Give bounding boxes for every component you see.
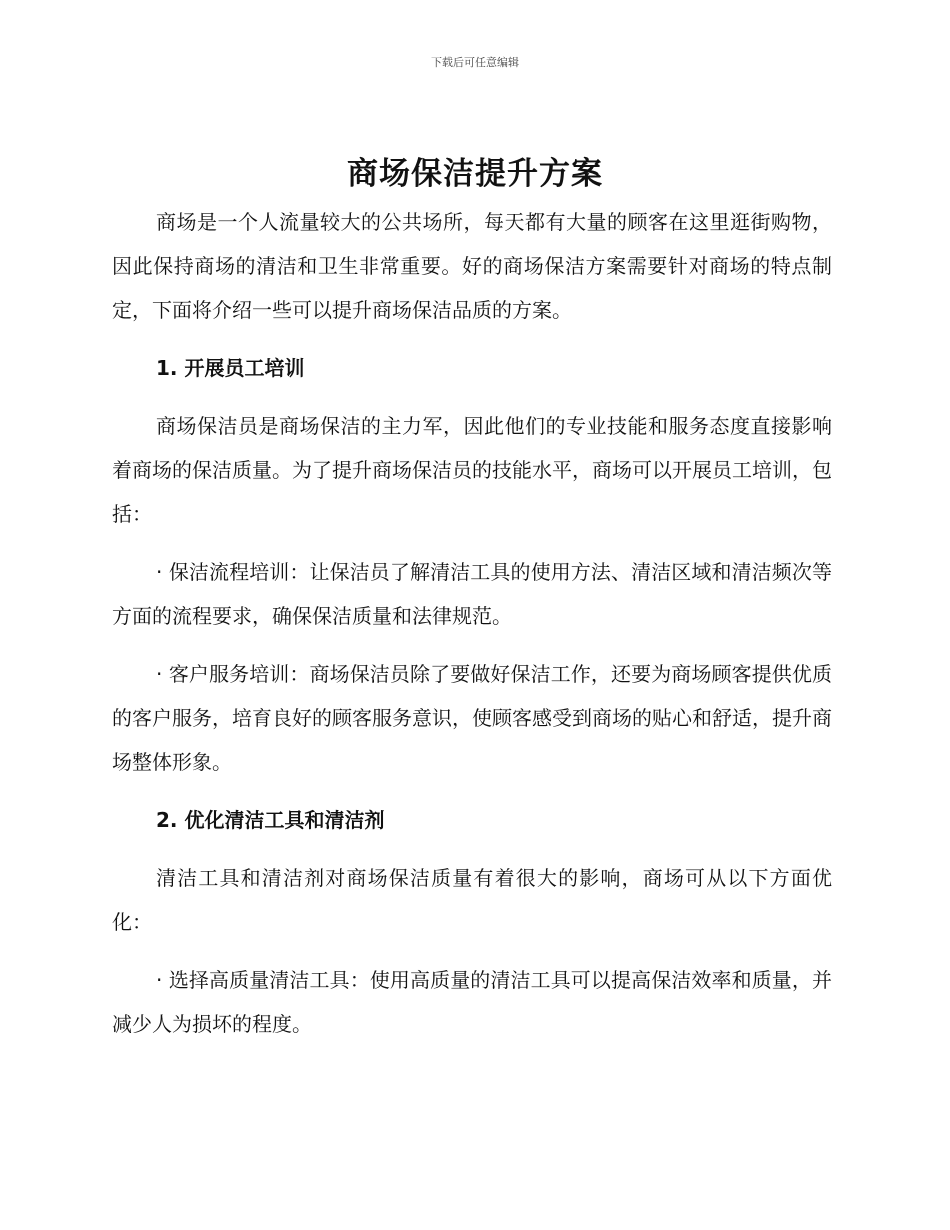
section1-bullet-1: · 保洁流程培训：让保洁员了解清洁工具的使用方法、清洁区域和清洁频次等方面的流程要求，确保保洁质量和法律规范。 xyxy=(112,560,832,628)
intro-paragraph: 商场是一个人流量较大的公共场所，每天都有大量的顾客在这里逛街购物，因此保持商场的清洁和卫生非常重要。好的商场保洁方案需要针对商场的特点制定，下面将介绍一些可以提升商场保洁品质的方案。 xyxy=(112,210,832,322)
section-heading-1: 1. 开展员工培训 xyxy=(156,356,305,380)
section1-bullet-2: · 客户服务培训：商场保洁员除了要做好保洁工作，还要为商场顾客提供优质的客户服务，培育良好的顾客服务意识，使顾客感受到商场的贴心和舒适，提升商场整体形象。 xyxy=(112,662,832,774)
section-heading-2: 2. 优化清洁工具和清洁剂 xyxy=(156,808,385,832)
header-note: 下载后可任意编辑 xyxy=(431,56,519,69)
section1-paragraph: 商场保洁员是商场保洁的主力军，因此他们的专业技能和服务态度直接影响着商场的保洁质量。为了提升商场保洁员的技能水平，商场可以开展员工培训，包括： xyxy=(112,414,832,526)
document-title: 商场保洁提升方案 xyxy=(347,156,603,192)
section2-bullet-1: · 选择高质量清洁工具：使用高质量的清洁工具可以提高保洁效率和质量，并减少人为损坏的程度。 xyxy=(112,968,832,1036)
document-body xyxy=(112,200,832,1060)
section2-paragraph: 清洁工具和清洁剂对商场保洁质量有着很大的影响，商场可从以下方面优化： xyxy=(112,866,832,934)
